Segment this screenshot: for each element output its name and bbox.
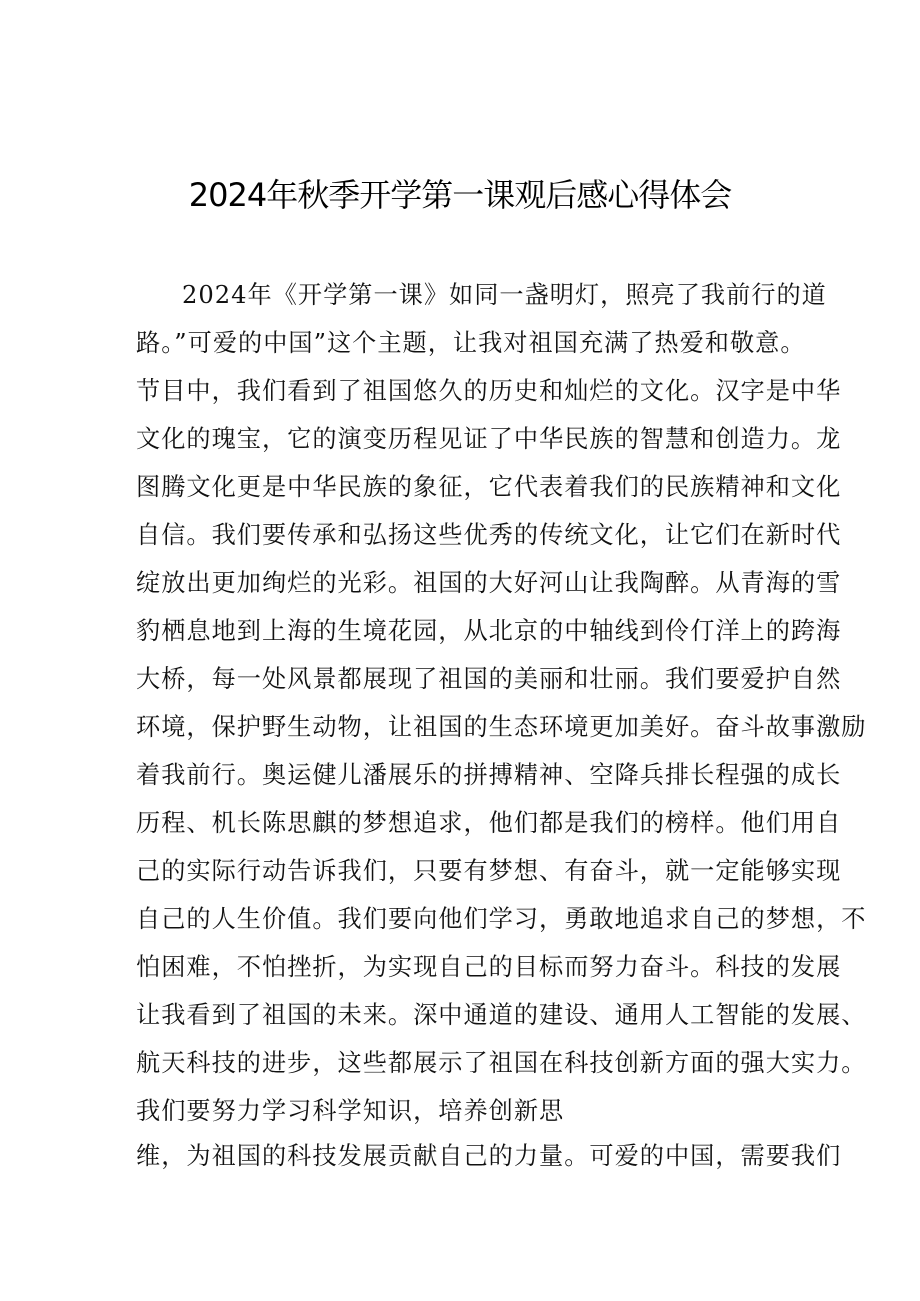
text-line: 维，为祖国的科技发展贡献自己的力量。可爱的中国，需要我们 [136, 1142, 842, 1170]
text-line: 2024年《开学第一课》如同一盏明灯，照亮了我前行的道 [182, 281, 827, 309]
text-line: 路。”可爱的中国”这个主题，让我对祖国充满了热爱和敬意。 [136, 329, 806, 357]
text-line: 航天科技的进步，这些都展示了祖国在科技创新方面的强大实力。 [136, 1049, 867, 1077]
text-line: 我们要努力学习科学知识，培养创新思 [136, 1097, 565, 1125]
text-line: 大桥，每一处风景都展现了祖国的美丽和壮丽。我们要爱护自然 [136, 665, 842, 693]
text-line: 文化的瑰宝，它的演变历程见证了中华民族的智慧和创造力。龙 [136, 425, 842, 453]
text-line: 节目中，我们看到了祖国悠久的历史和灿烂的文化。汉字是中华 [136, 377, 842, 405]
text-line: 历程、机长陈思麒的梦想追求，他们都是我们的榜样。他们用自 [136, 809, 842, 837]
text-line: 着我前行。奥运健儿潘展乐的拼搏精神、空降兵排长程强的成长 [136, 761, 842, 789]
body-paragraph [136, 271, 867, 1180]
text-line: 怕困难，不怕挫折，为实现自己的目标而努力奋斗。科技的发展 [136, 953, 842, 981]
text-line: 己的实际行动告诉我们，只要有梦想、有奋斗，就一定能够实现 [136, 857, 842, 885]
document-title: 2024年秋季开学第一课观后感心得体会 [188, 176, 732, 214]
text-line: 自信。我们要传承和弘扬这些优秀的传统文化，让它们在新时代 [136, 521, 842, 549]
text-line: 自己的人生价值。我们要向他们学习，勇敢地追求自己的梦想，不 [136, 905, 867, 933]
text-line: 环境，保护野生动物，让祖国的生态环境更加美好。奋斗故事激励 [136, 713, 867, 741]
text-line: 豹栖息地到上海的生境花园，从北京的中轴线到伶仃洋上的跨海 [136, 617, 842, 645]
text-line: 绽放出更加绚烂的光彩。祖国的大好河山让我陶醉。从青海的雪 [136, 569, 842, 597]
text-line: 图腾文化更是中华民族的象征，它代表着我们的民族精神和文化 [136, 473, 842, 501]
text-line: 让我看到了祖国的未来。深中通道的建设、通用人工智能的发展、 [136, 1001, 867, 1029]
